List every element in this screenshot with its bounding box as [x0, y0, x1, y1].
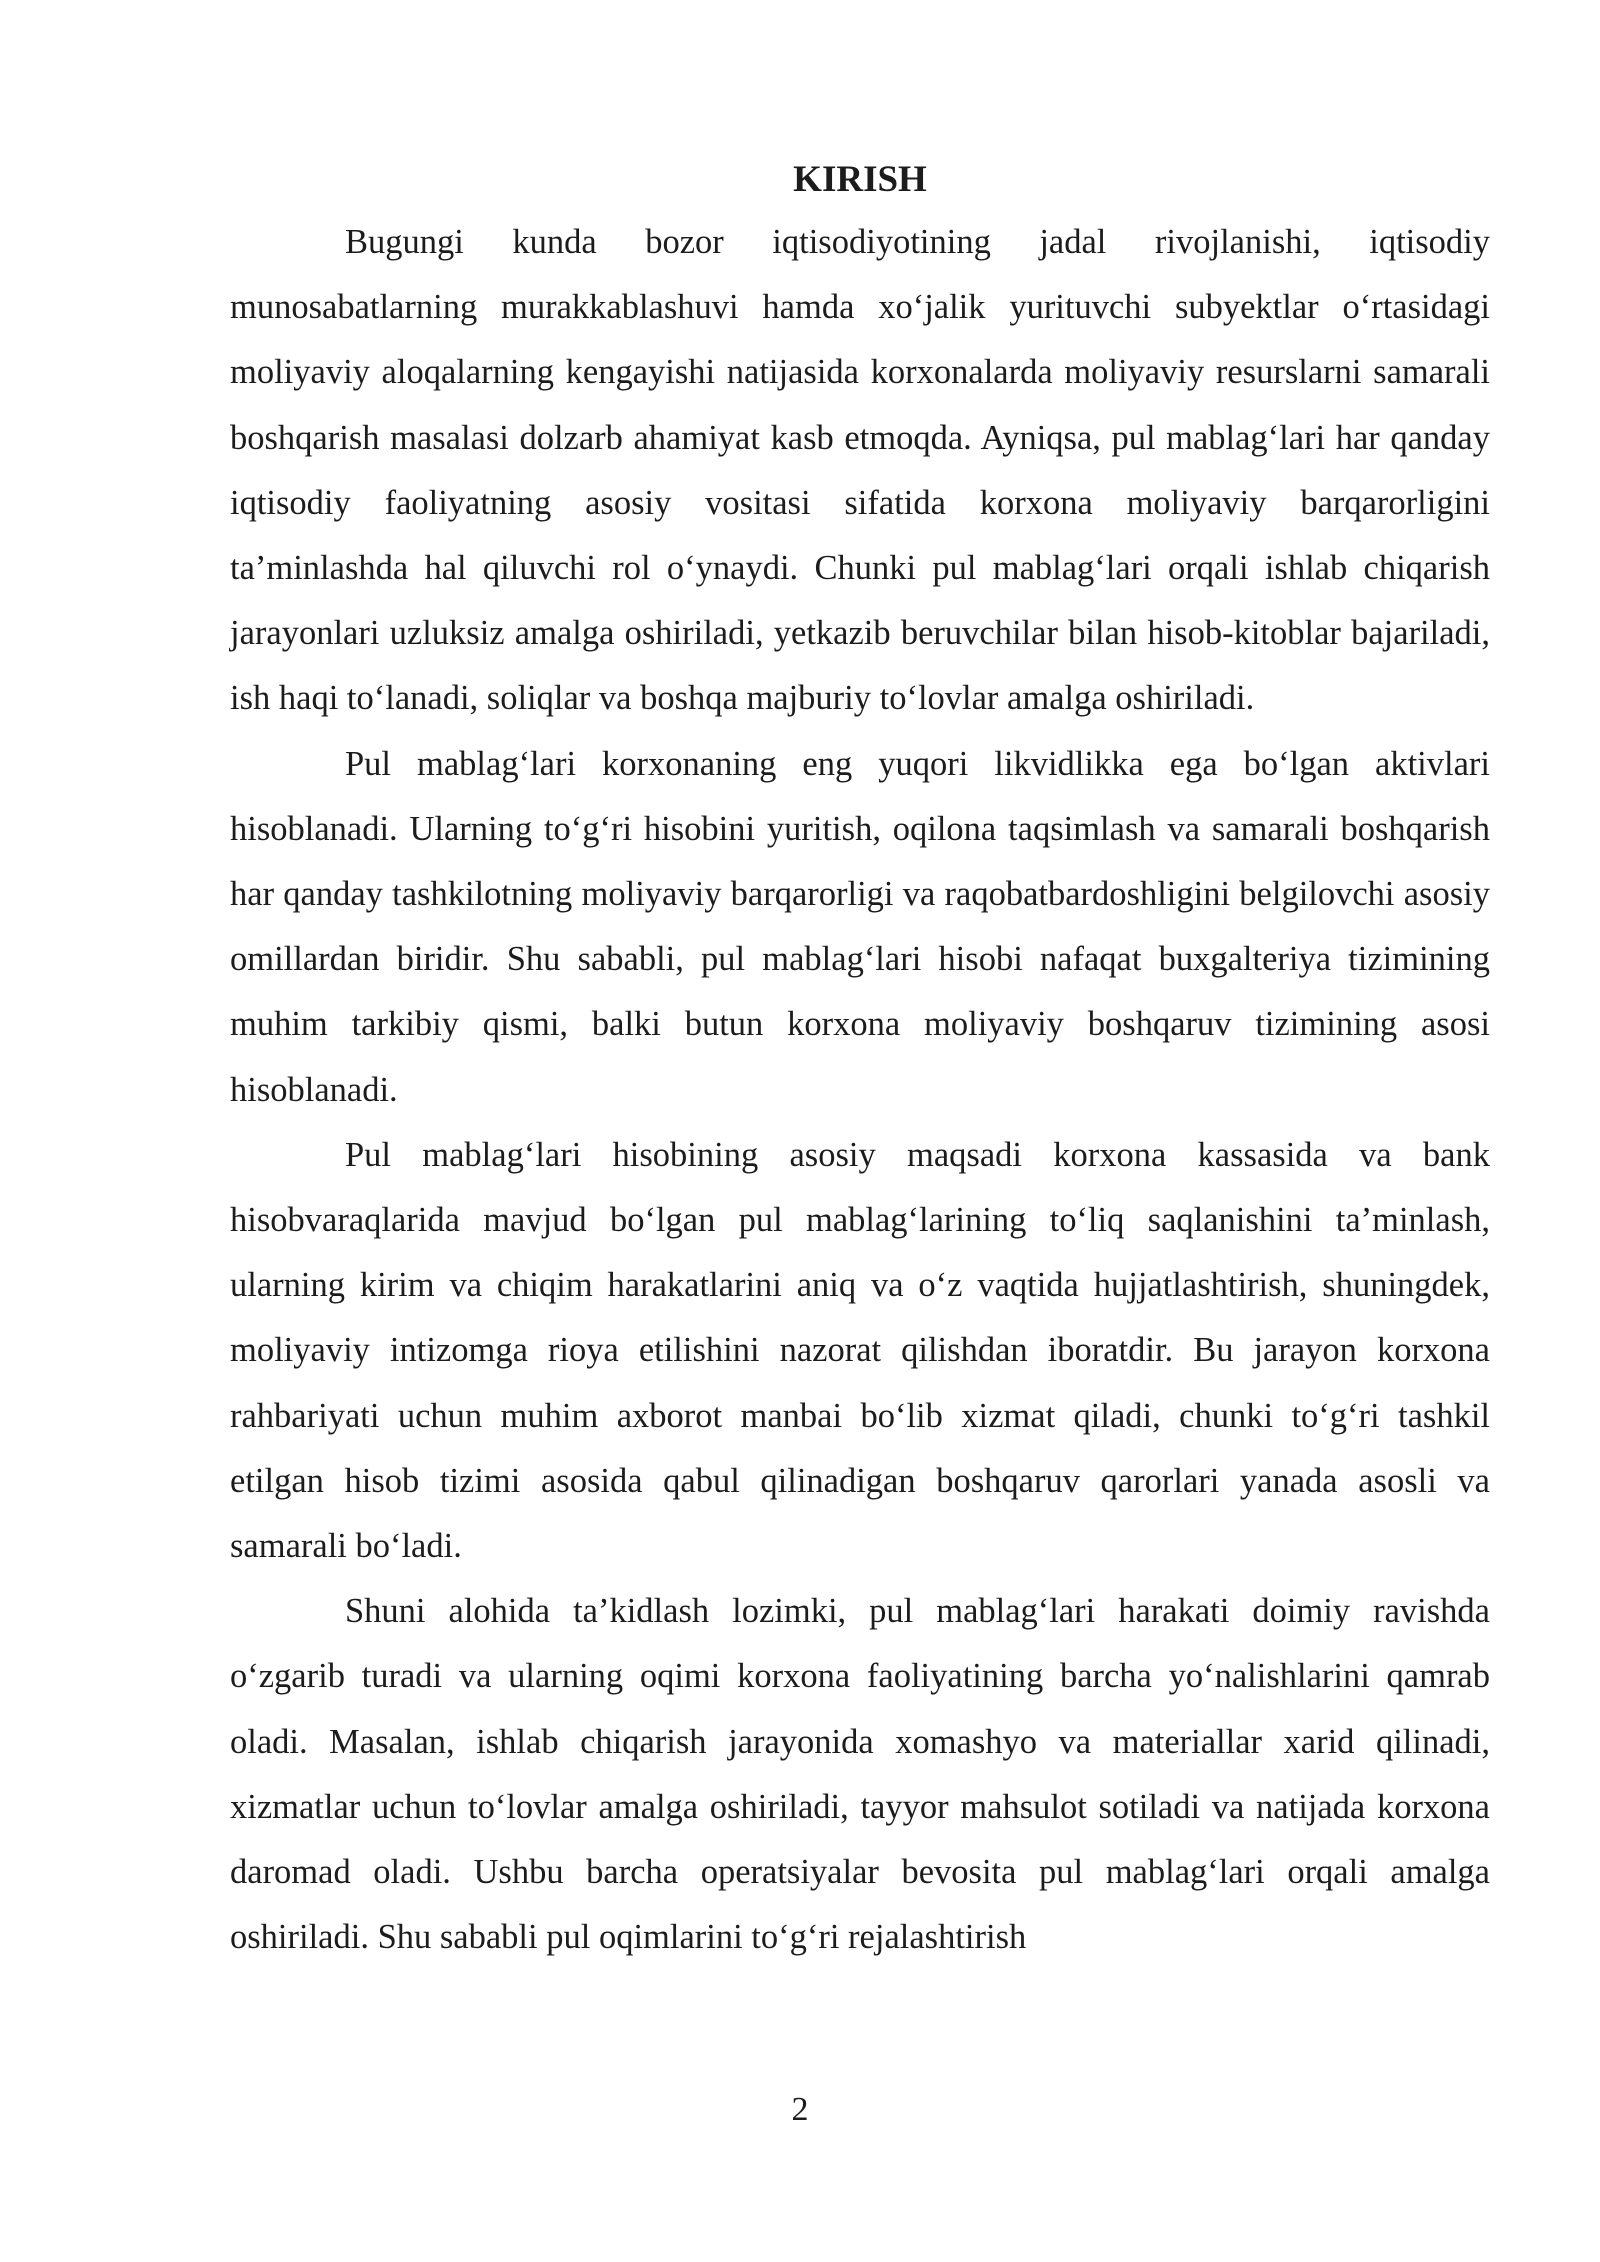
- document-title: KIRISH: [793, 159, 927, 200]
- document-page: [230, 150, 1490, 1970]
- page-number: 2: [791, 2091, 809, 2128]
- paragraph-4: Shuni alohida ta’kidlash lozimki, pul mablag‘lari harakati doimiy ravishda o‘zgarib turadi va ularning oqimi korxona faoliyatining barcha yo‘nalishlarini qamrab oladi. Masalan, ishlab chiqarish jarayonida xomashyo va materiallar xarid qilinadi, xizmatlar uchun to‘lovlar amalga oshiriladi, tayyor mahsulot sotiladi va natijada korxona daromad oladi. Ushbu barcha operatsiyalar bevosita pul mablag‘lari orqali amalga oshiriladi. Shu sababli pul oqimlarini to‘g‘ri rejalashtirish: [230, 1592, 1490, 1957]
- paragraph-3: Pul mablag‘lari hisobining asosiy maqsadi korxona kassasida va bank hisobvaraqlarida mavjud bo‘lgan pul mablag‘larining to‘liq saqlanishini ta’minlash, ularning kirim va chiqim harakatlarini aniq va o‘z vaqtida hujjatlashtirish, shuningdek, moliyaviy intizomga rioya etilishini nazorat qilishdan iboratdir. Bu jarayon korxona rahbariyati uchun muhim axborot manbai bo‘lib xizmat qiladi, chunki to‘g‘ri tashkil etilgan hisob tizimi asosida qabul qilinadigan boshqaruv qarorlari yanada asosli va samarali bo‘ladi.: [230, 1135, 1490, 1566]
- paragraph-2: Pul mablag‘lari korxonaning eng yuqori likvidlikka ega bo‘lgan aktivlari hisoblanadi. Ularning to‘g‘ri hisobini yuritish, oqilona taqsimlash va samarali boshqarish har qanday tashkilotning moliyaviy barqarorligi va raqobatbardoshligini belgilovchi asosiy omillardan biridir. Shu sababli, pul mablag‘lari hisobi nafaqat buxgalteriya tizimining muhim tarkibiy qismi, balki butun korxona moliyaviy boshqaruv tizimining asosi hisoblanadi.: [230, 744, 1490, 1109]
- paragraph-1: Bugungi kunda bozor iqtisodiyotining jadal rivojlanishi, iqtisodiy munosabatlarning murakkablashuvi hamda xo‘jalik yurituvchi subyektlar o‘rtasidagi moliyaviy aloqalarning kengayishi natijasida korxonalarda moliyaviy resurslarni samarali boshqarish masalasi dolzarb ahamiyat kasb etmoqda. Ayniqsa, pul mablag‘lari har qanday iqtisodiy faoliyatning asosiy vositasi sifatida korxona moliyaviy barqarorligini ta’minlashda hal qiluvchi rol o‘ynaydi. Chunki pul mablag‘lari orqali ishlab chiqarish jarayonlari uzluksiz amalga oshiriladi, yetkazib beruvchilar bilan hisob-kitoblar bajariladi, ish haqi to‘lanadi, soliqlar va boshqa majburiy to‘lovlar amalga oshiriladi.: [230, 223, 1490, 718]
